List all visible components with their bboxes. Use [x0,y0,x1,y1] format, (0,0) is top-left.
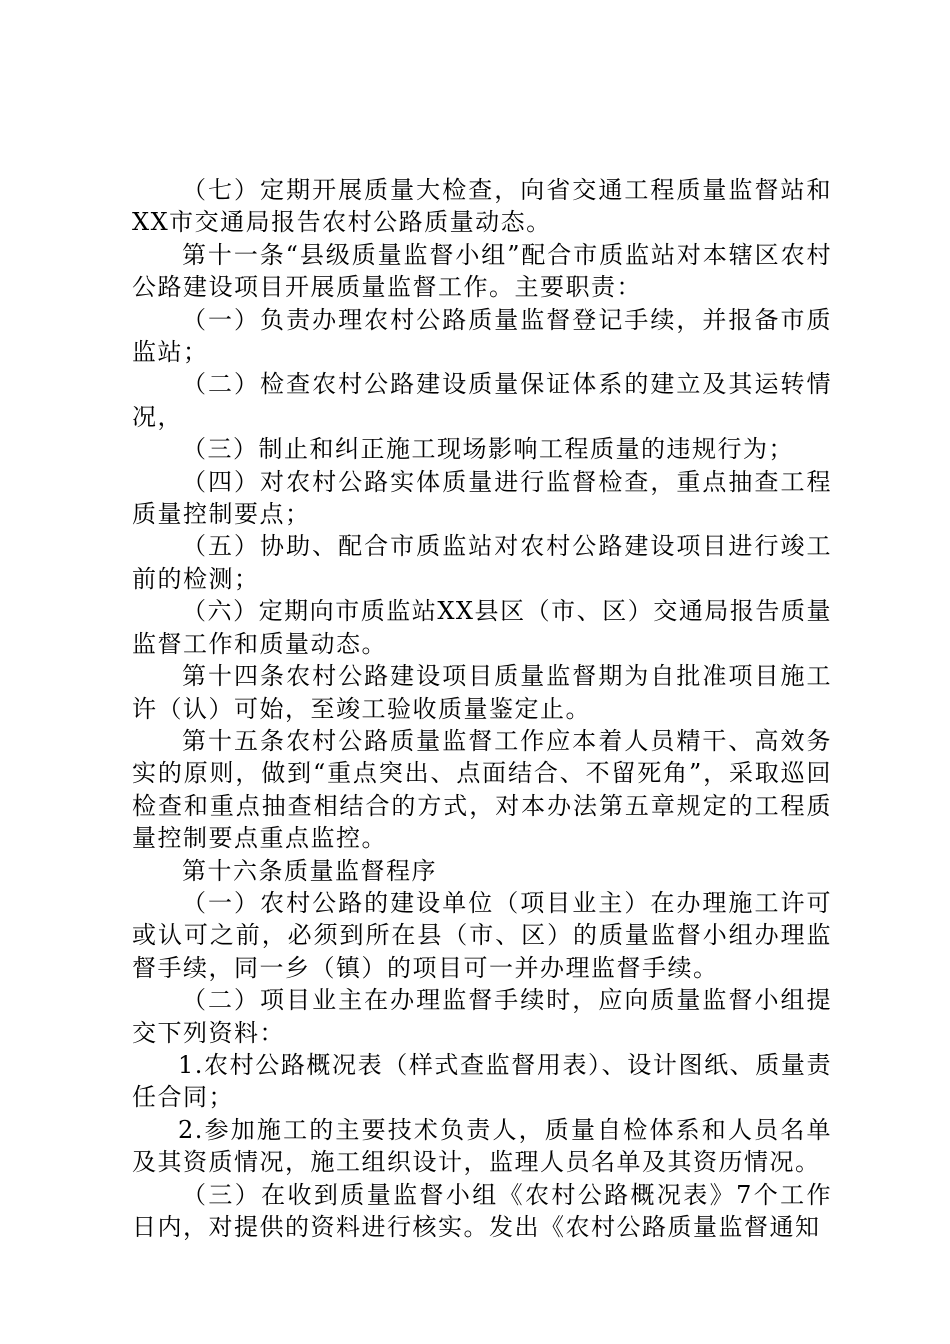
paragraph-duty-3: （三）制止和纠正施工现场影响工程质量的违规行为； [182,435,794,464]
paragraph-article-16-heading: 第十六条质量监督程序 [182,856,437,885]
paragraph-duty-5: （五）协助、配合市质监站对农村公路建设项目进行竣工前的检测； [132,532,832,593]
paragraph-duty-6: （六）定期向市质监站XX县区（市、区）交通局报告质量监督工作和质量动态。 [132,597,832,658]
paragraph-material-2: 2.参加施工的主要技术负责人，质量自检体系和人员名单及其资质情况，施工组织设计，监理人员名单及其资历情况。 [132,1115,832,1177]
document-body [132,174,832,1243]
paragraph-procedure-1: （一）农村公路的建设单位（项目业主）在办理施工许可或认可之前，必须到所在县（市、区）的质量监督小组办理监督手续，同一乡（镇）的项目可一并办理监督手续。 [132,888,832,982]
paragraph-article-15: 第十五条农村公路质量监督工作应本着人员精干、高效务实的原则，做到“重点突出、点面结合、不留死角”，采取巡回检查和重点抽查相结合的方式，对本办法第五章规定的工程质量控制要点重点监控。 [132,726,832,853]
paragraph-material-1: 1.农村公路概况表（样式查监督用表）、设计图纸、质量责任合同； [132,1050,832,1112]
paragraph-procedure-2: （二）项目业主在办理监督手续时，应向质量监督小组提交下列资料： [132,986,832,1047]
paragraph-procedure-3: （三）在收到质量监督小组《农村公路概况表》7个工作日内，对提供的资料进行核实。发出《农村公路质量监督通知 [132,1180,832,1241]
paragraph-duty-1: （一）负责办理农村公路质量监督登记手续，并报备市质监站； [132,305,832,367]
paragraph-duty-4: （四）对农村公路实体质量进行监督检查，重点抽查工程质量控制要点； [132,467,832,529]
paragraph-article-11: 第十一条“县级质量监督小组”配合市质监站对本辖区农村公路建设项目开展质量监督工作。主要职责： [132,240,832,302]
paragraph-article-14: 第十四条农村公路建设项目质量监督期为自批准项目施工许（认）可始，至竣工验收质量鉴定止。 [132,662,832,723]
paragraph-item-7-quality-inspection: （七）定期开展质量大检查，向省交通工程质量监督站和XX市交通局报告农村公路质量动态。 [132,176,832,237]
paragraph-duty-2: （二）检查农村公路建设质量保证体系的建立及其运转情况， [132,370,832,431]
